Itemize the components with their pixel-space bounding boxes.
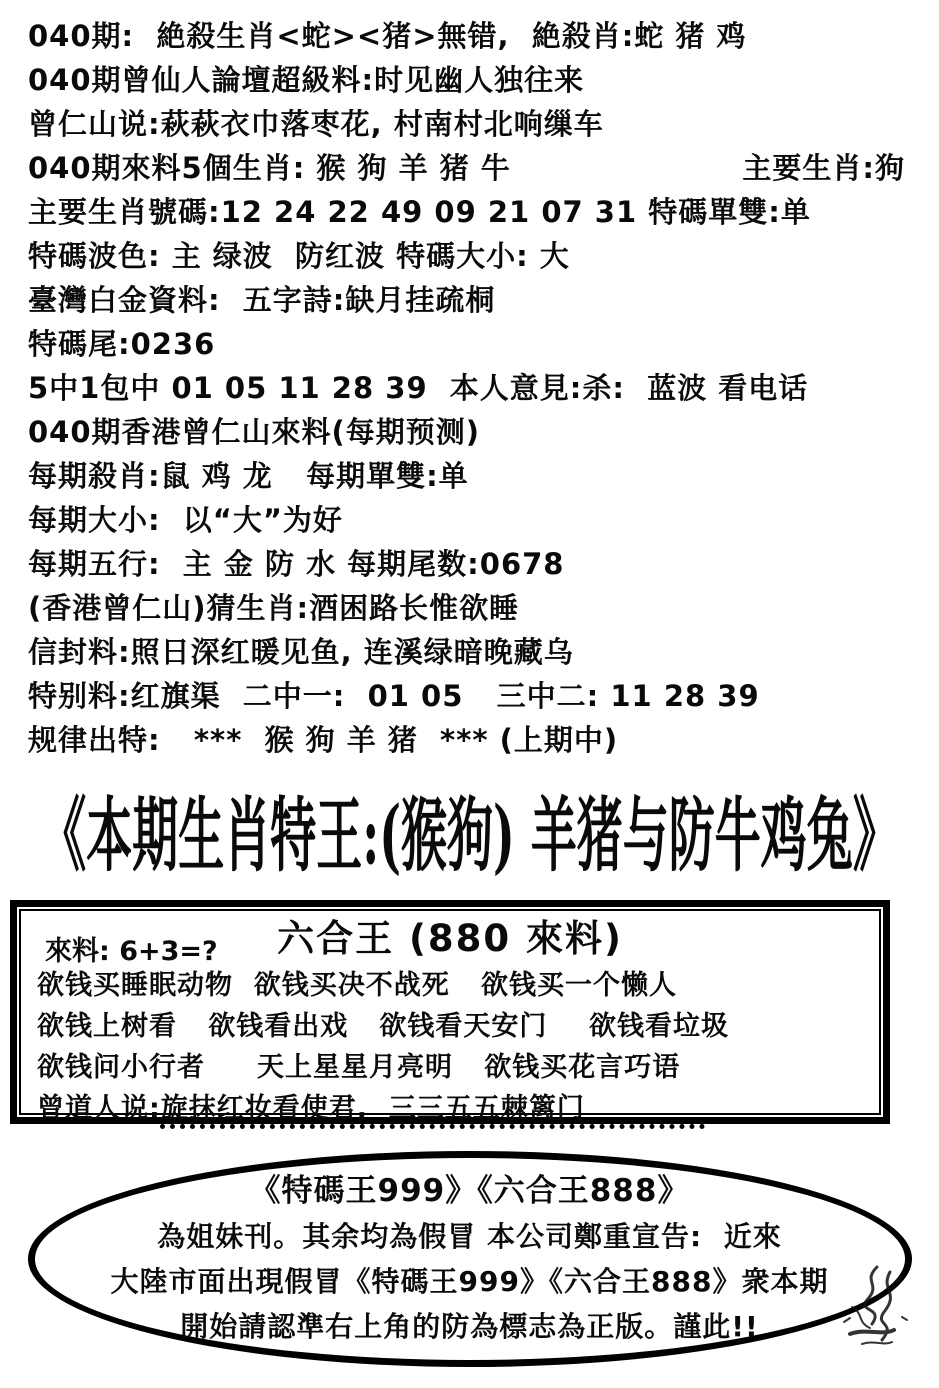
tip-line-hk-zeng-renshan: 040期香港曾仁山來料(每期预测)	[28, 415, 481, 449]
tip-line-five-elements: 每期五行: 主 金 防 水 每期尾数:0678	[28, 547, 565, 581]
box-riddle-line-4: 曾道人说:旋抹红妆看使君, 三三五五棘篱门	[37, 1093, 585, 1124]
oval-notice-line-3: 開始請認準右上角的防為標志為正版。謹此!!	[180, 1310, 759, 1343]
tip-line-envelope: 信封料:照日深红暖见鱼, 连溪绿暗晚藏乌	[28, 635, 574, 669]
tip-line-immortal-forum: 040期曾仙人論壇超級料:时见幽人独往来	[28, 63, 585, 97]
tip-line-zeng-renshan-says: 曾仁山说:萩萩衣巾落枣花, 村南村北响缫车	[28, 107, 604, 141]
main-zodiac-text: 主要生肖:狗	[742, 151, 905, 185]
liuhewang-box-inner	[19, 909, 881, 1124]
zodiac-king-headline-text: 《本期生肖特王:(猴狗) 羊猪与防牛鸡兔》	[40, 788, 899, 883]
box-riddle-line-3: 欲钱问小行者 天上星星月亮明 欲钱买花言巧语	[37, 1052, 681, 1083]
tip-line-guess-zodiac: (香港曾仁山)猜生肖:酒困路长惟欲睡	[28, 591, 520, 625]
box-corner-note: 來料: 6+3=?	[45, 936, 218, 967]
oval-titles-line: 《特碼王999》《六合王888》	[249, 1173, 690, 1209]
liuhewang-box-header	[31, 913, 869, 965]
tip-line-big-small: 每期大小: 以“大”为好	[28, 503, 343, 537]
tip-line-five-pick-one: 5中1包中 01 05 11 28 39 本人意見:杀: 蓝波 看电话	[28, 371, 809, 405]
tip-line-special-material: 特别料:红旗渠 二中一: 01 05 三中二: 11 28 39	[28, 679, 760, 713]
tip-line-special-tail: 特碼尾:0236	[28, 327, 216, 361]
tip-line-rule-special: 规律出特: *** 猴 狗 羊 猪 *** (上期中)	[28, 723, 619, 757]
tip-line-taiwan-platinum: 臺灣白金資料: 五字詩:缺月挂疏桐	[28, 283, 496, 317]
oval-notice-line-1: 為姐妹刊。其余均為假冒 本公司鄭重宣告: 近來	[157, 1220, 782, 1253]
box-riddle-line-1: 欲钱买睡眠动物 欲钱买决不战死 欲钱买一个懒人	[37, 970, 677, 1001]
tip-line-five-zodiacs	[28, 146, 911, 190]
tip-line-kill-zodiac: 040期: 絶殺生肖<蛇><猪>無错, 絶殺肖:蛇 猪 鸡	[28, 19, 747, 53]
liuhewang-box	[10, 900, 890, 1124]
tip-line-main-numbers: 主要生肖號碼:12 24 22 49 09 21 07 31 特碼單雙:单	[28, 195, 811, 229]
tip-line-wave-color: 特碼波色: 主 绿波 防红波 特碼大小: 大	[28, 239, 570, 273]
box-title: 六合王 (880 來料)	[277, 917, 623, 960]
tip-line-kill-per-period: 每期殺肖:鼠 鸡 龙 每期單雙:单	[28, 459, 469, 493]
oval-notice-line-2: 大陸市面出現假冒《特碼王999》《六合王888》衆本期	[110, 1265, 829, 1298]
signature-scribble-icon	[822, 1262, 917, 1357]
five-zodiacs-text: 040期來料5個生肖: 猴 狗 羊 猪 牛	[28, 151, 511, 185]
zodiac-king-headline	[0, 762, 939, 898]
anti-counterfeit-notice-oval	[28, 1151, 912, 1367]
box-riddle-line-2: 欲钱上树看 欲钱看出戏 欲钱看天安门 欲钱看垃圾	[37, 1011, 729, 1042]
